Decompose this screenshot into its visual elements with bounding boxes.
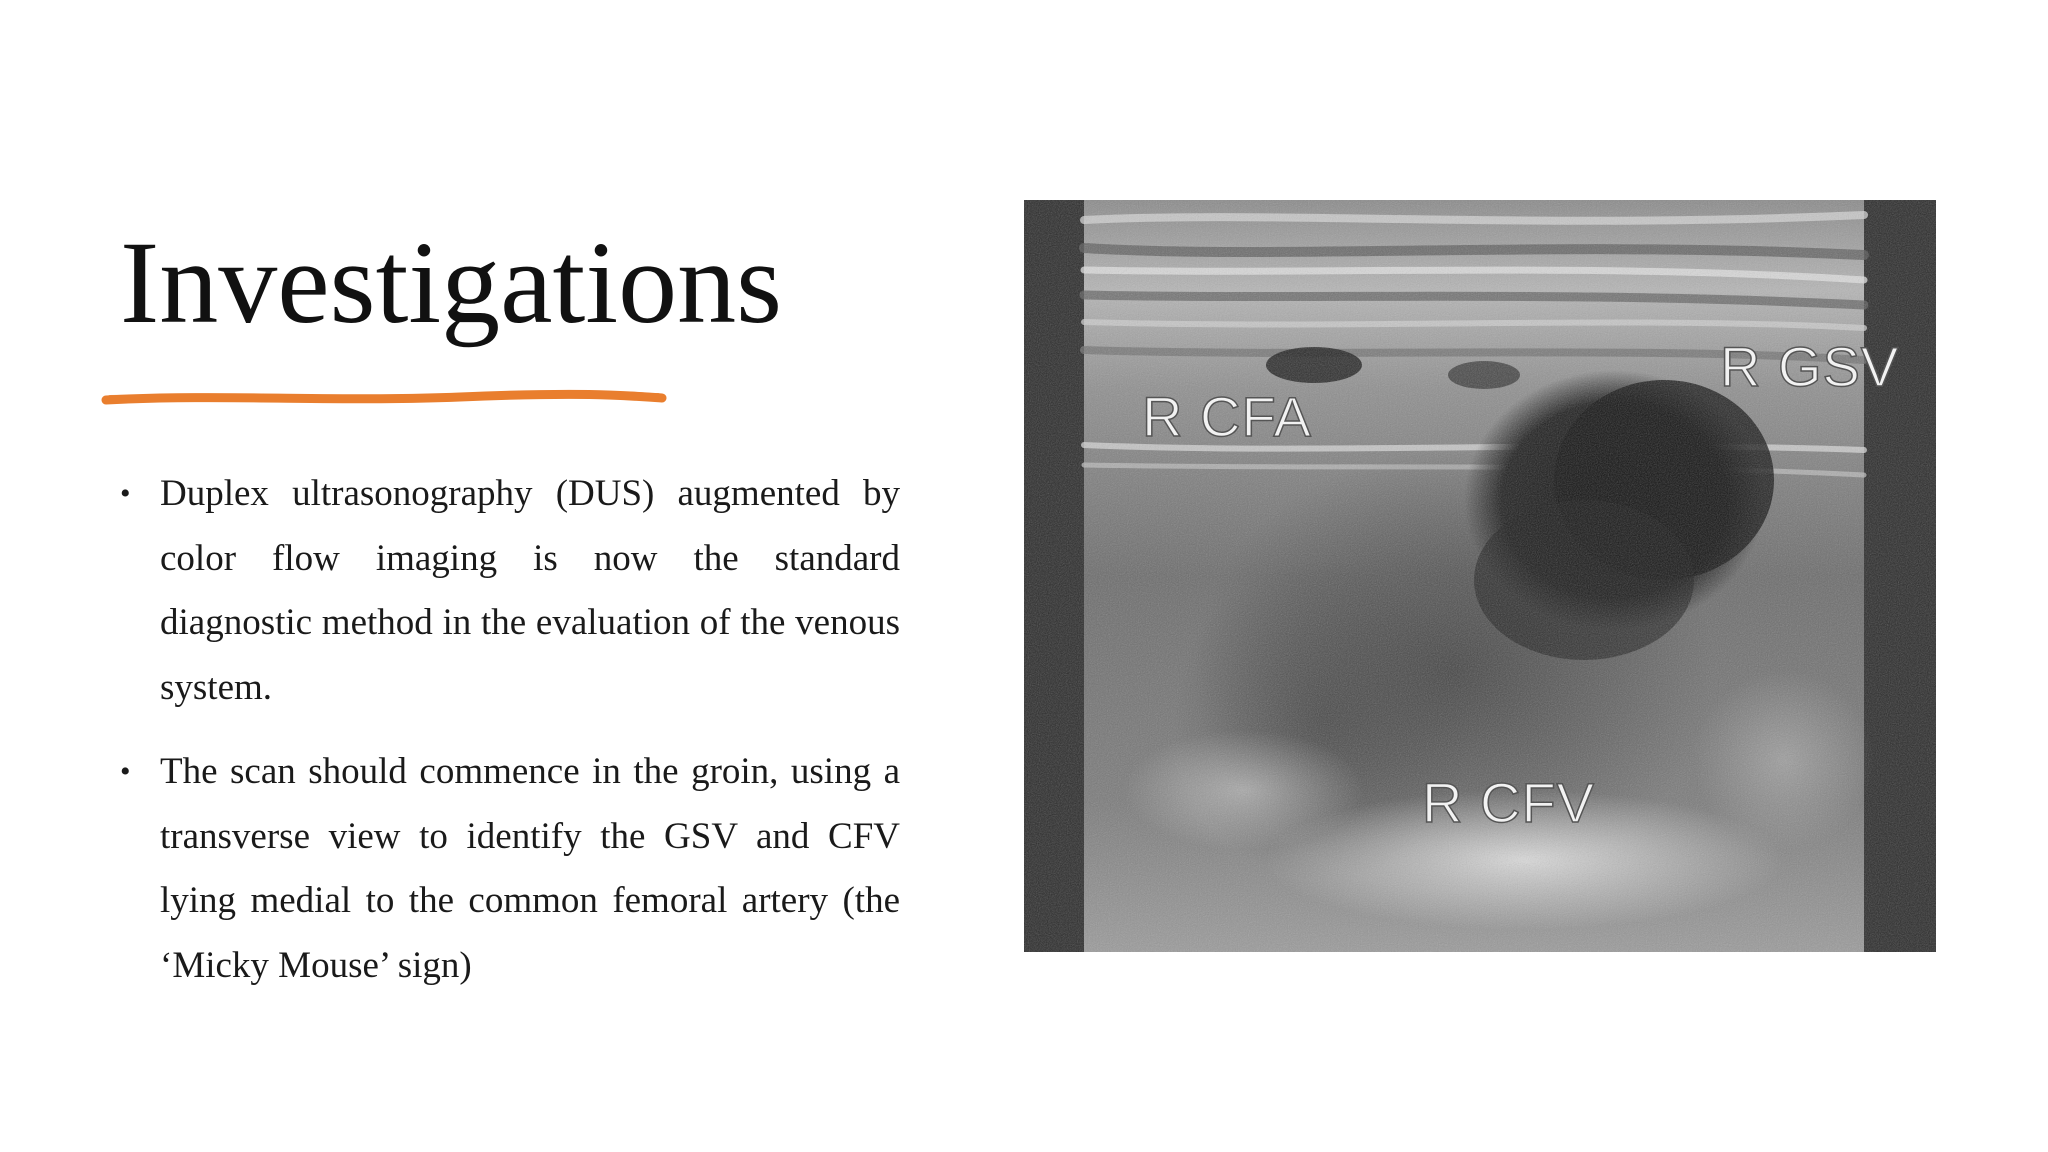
title-underline-stroke (100, 386, 670, 410)
bullet-marker: • (120, 755, 131, 788)
label-r-gsv: R GSV (1720, 335, 1900, 398)
bullet-item (120, 462, 900, 720)
bullet-text: The scan should commence in the groin, using a transverse view to identify the GSV and CFV lying medial to the common femoral artery (the ‘Micky Mouse’ sign) (160, 751, 900, 986)
bullet-marker: • (120, 477, 131, 510)
label-r-cfv: R CFV (1422, 771, 1595, 834)
bullet-list (120, 462, 900, 1018)
bullet-text: Duplex ultrasonography (DUS) augmented by color flow imaging is now the standard diagnostic method in the evaluation of the venous system. (160, 473, 900, 708)
slide-title: Investigations (120, 217, 783, 348)
bullet-item (120, 740, 900, 998)
ultrasound-scan-graphic (1024, 200, 1936, 952)
ultrasound-image (1024, 200, 1936, 952)
label-r-cfa: R CFA (1142, 385, 1312, 448)
